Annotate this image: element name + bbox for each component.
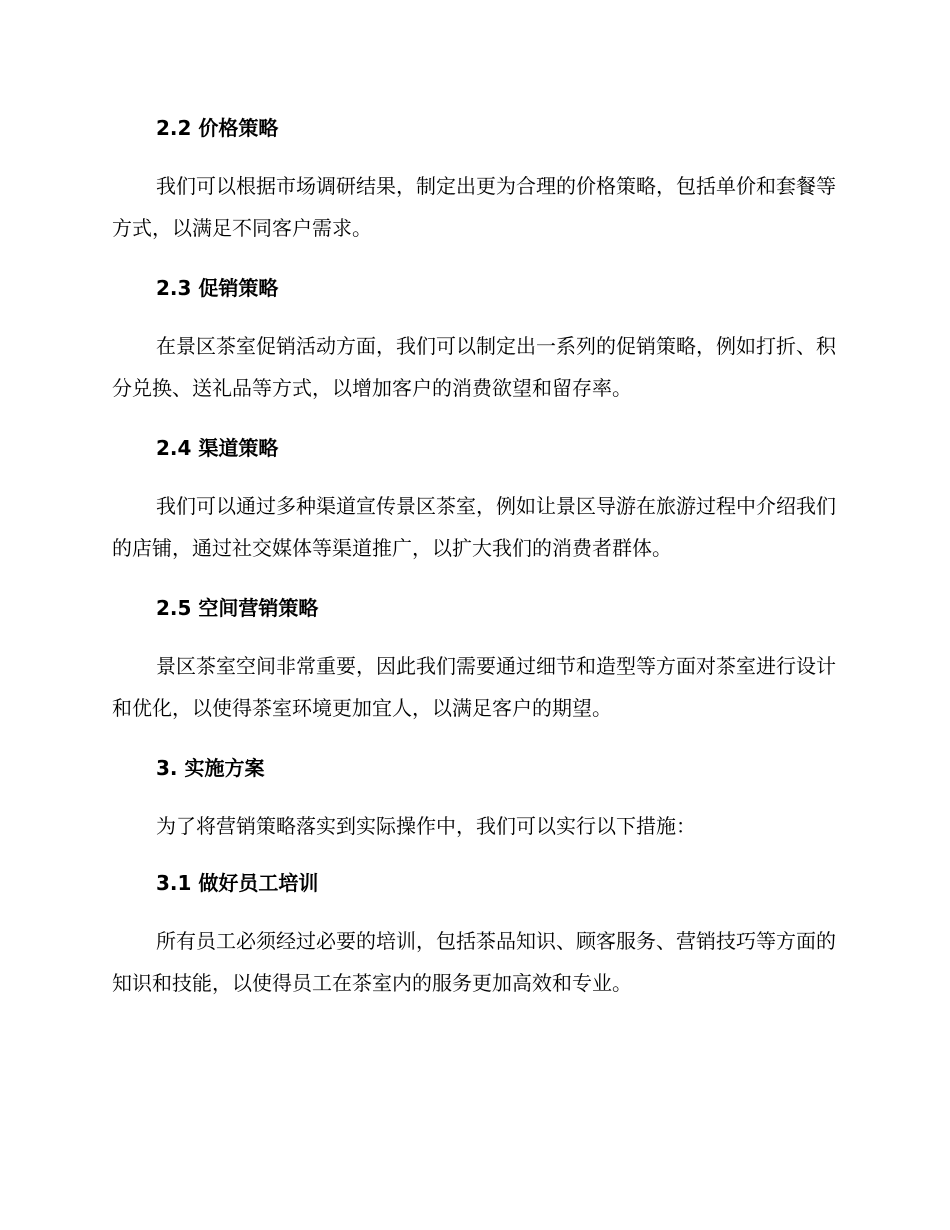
- section-paragraph-space-marketing: 景区茶室空间非常重要，因此我们需要通过细节和造型等方面对茶室进行设计和优化，以使得茶室环境更加宜人，以满足客户的期望。: [112, 654, 836, 720]
- section-heading-implementation: 3. 实施方案: [156, 756, 265, 780]
- section-paragraph-implementation: 为了将营销策略落实到实际操作中，我们可以实行以下措施：: [156, 814, 696, 838]
- section-paragraph-pricing: 我们可以根据市场调研结果，制定出更为合理的价格策略，包括单价和套餐等方式，以满足不同客户需求。: [112, 174, 836, 240]
- section-paragraph-promotion: 在景区茶室促销活动方面，我们可以制定出一系列的促销策略，例如打折、积分兑换、送礼品等方式，以增加客户的消费欲望和留存率。: [112, 334, 836, 400]
- section-heading-promotion: 2.3 促销策略: [156, 276, 279, 300]
- section-heading-channel: 2.4 渠道策略: [156, 436, 279, 460]
- section-heading-pricing: 2.2 价格策略: [156, 116, 279, 140]
- section-heading-space-marketing: 2.5 空间营销策略: [156, 596, 319, 620]
- section-paragraph-channel: 我们可以通过多种渠道宣传景区茶室，例如让景区导游在旅游过程中介绍我们的店铺，通过社交媒体等渠道推广，以扩大我们的消费者群体。: [112, 494, 836, 560]
- section-paragraph-staff-training: 所有员工必须经过必要的培训，包括茶品知识、顾客服务、营销技巧等方面的知识和技能，以使得员工在茶室内的服务更加高效和专业。: [112, 929, 836, 995]
- section-heading-staff-training: 3.1 做好员工培训: [156, 871, 319, 895]
